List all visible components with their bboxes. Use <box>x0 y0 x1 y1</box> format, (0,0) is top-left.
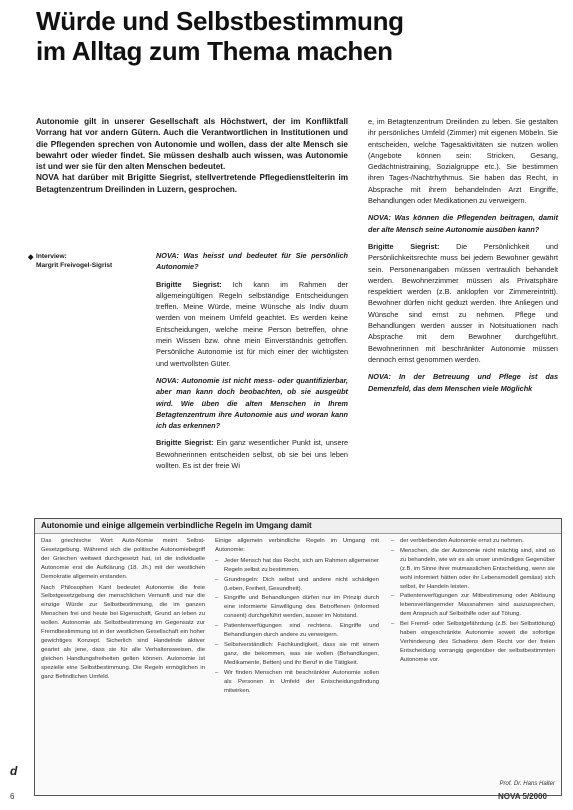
info-box-column-1 <box>41 537 205 684</box>
interview-question: NOVA: Was heisst und bedeutet für Sie persönlich Autonomie? <box>156 251 348 272</box>
page-number: 6 <box>10 792 15 801</box>
interviewer-credit <box>28 252 146 270</box>
rule-item: – der verbleibenden Autonomie ernst zu nehmen. <box>391 537 555 546</box>
info-box-title: Autonomie und einige allgemein verbindliche Regeln im Umgang damit <box>41 521 312 530</box>
box-paragraph: Nach Philosophen Kant bedeutet Autonomie die freie Selbstgesetzgebung der menschlichen Vernunft und nur die einzige Würde zur Selbstbestimmung, die im ganzen Menschen frei und heute bei Eigenschaft, Grund an leben zu wollen. Autonomie als Selbstbestimmung im Gegensatz zur Fremdbestimmung ist in der westlichen Gesellschaft ein hoher gewichtiges Konzept. Sicherlich sind Handelnde aktiver geartet als jene, dass sie für alle Verhaltensweisen, die gleichen Handlungsfreiheiten gelten können. Autonomie ist spezielle eine Selbstbestimmung. Die Regeln ermöglichen in ganz Befindlichen Umfeld. <box>41 584 205 680</box>
answer-text: Ich kann im Rahmen der allgemeingültigen Regeln selbständige Entscheidungen treffen. Meine Würde, meine Wünsche als Indiv duum werden von meinem Umfeld geachtet. Es werden keine Entscheidungen, welche meine Person betreffen, ohne mein Wissen bzw. ohne mein Einverständnis getroffen. Persönliche Autonomie ist für mich einer der wichtigsten und wertvollsten Güter. <box>156 279 348 368</box>
issue-label: NOVA 5/2000 <box>498 792 547 801</box>
interview-text: e, im Betagtenzentrum Dreilinden zu leben. Sie gestalten ihr persönliches Umfeld (Zimmer) mit eigenen Möbeln. Sie entscheiden, welche Tagesaktivitäten sie nutzen wollen (Angebote können sein: Stricken, Gesang, Gedächtnistraining, Sozialgruppe etc.). Sie bestimmen ihren Tages-/Nachtrhythmus. Sie haben das Recht, in Absprache mit ihrem behandelnden Arzt Eingriffe, Behandlungen oder Medikationen zu verweigern. <box>368 117 558 206</box>
rule-item: – Patientenverfügungen zur Mitbestimmung oder Ablösung lebensverlängernder Massnahmen sind auszusprechen, dem Anspruch auf Selbsthilfe oder auf Tötung. <box>391 592 555 619</box>
interview-answer <box>368 241 558 365</box>
rule-item: – Wir finden Menschen mit beschränkter Autonomie sollen als Personen in Umfeld der Entscheidungsfindung mitwirken. <box>215 669 379 696</box>
rule-item: – Jeder Mensch hat das Recht, sich am Rahmen allgemeiner Regeln selbst zu bestimmen. <box>215 557 379 575</box>
interview-answer <box>156 279 348 369</box>
rule-item: – Patientenverfügungen sind rechtens. Eingriffe und Behandlungen durch andere zu verweigern. <box>215 622 379 640</box>
speaker-name: Brigitte Siegrist: <box>156 438 214 448</box>
lead-paragraph <box>36 116 348 195</box>
interview-column-1 <box>156 250 348 477</box>
answer-text: Ein ganz wesentlicher Punkt ist, unsere Bewohnerinnen entscheiden selbst, ob sie bei uns leben wollten. Es ist der freie Wi <box>156 438 349 471</box>
interviewer-label: Interview: <box>36 253 67 260</box>
speaker-name: Brigitte Siegrist: <box>156 279 222 289</box>
rules-list-continued <box>391 537 555 665</box>
answer-text: Die Persönlichkeit und Persönlichkeitsrechte muss bei jedem Bewohner gewährt sein. Personenangaben müssen vertraulich behandelt werden. Bewohnerzimmer müssen als Privatsphäre respektiert werden (z.B. anklopfen vor Zimmereintritt). Bewohner dürfen nicht geduzt werden. Ihre Anliegen und Wünsche sind ernst zu nehmen. Pflege und Behandlungen werden ausser in Notsituationen nach Absprache mit dem Bewohner durchgeführt. Bewohnerinnen mit beschränkter Autonomie müssen dennoch ernst genommen werden. <box>368 241 558 364</box>
speaker-name: Brigitte Siegrist: <box>368 241 440 251</box>
lead-text-1: Autonomie gilt in unserer Gesellschaft als Höchstwert, der im Konfliktfall Vorrang hat vor andern Gütern. Auch die Verantwortlichen in Institutionen und die Pflegenden sprechen von Autonomie und wollen, dass der alte Mensch sie bewahrt oder wieder findet. Sie müssen deshalb auch wissen, was Autonomie ist und wer sie für den alten Menschen bedeutet. <box>36 117 348 172</box>
info-box-column-2 <box>215 537 379 696</box>
rule-item: – Menschen, die der Autonomie nicht mächtig sind, sind so zu behandeln, wie wir es als unser unmündiges Gegenüber (z.B. im Sinne ihrer mutmasslichen Entscheidung, wenn sie wohl informiert hätten oder ihr Lebensmodell gemäss) sich selbst, ihr Handeln leisten. <box>391 547 555 592</box>
article-title <box>36 6 556 66</box>
info-box-header <box>35 519 561 534</box>
title-line-2: im Alltag zum Thema machen <box>36 36 393 66</box>
diamond-bullet-icon: ◆ <box>28 254 34 261</box>
rule-item: – Bei Fremd- oder Selbstgefährdung (z.B. bei Selbsttötung) haben eingeschränkte Autonomie soweit die sofortige Verhinderung des Schadens dem Recht vor der freien Entscheidung vorrangig gegenüber der selbstbestimmten Autonomie vor. <box>391 620 555 665</box>
rules-list <box>215 557 379 696</box>
interviewer-name: Margrit Freivogel-Sigrist <box>36 262 113 269</box>
interview-column-2 <box>368 116 558 400</box>
rule-item: – Selbstverständlich: Fachkundigkeit, dass sie mit einem ganz, die bekommen, was sie wollen (Behandlungen, Medikamente, Betten) und ihr Beruf in die Tätigkeit. <box>215 641 379 668</box>
publisher-mark: d <box>10 764 18 778</box>
box-paragraph: Das griechische Wort Auto-Nomie meint Selbst-Gesetzgebung. Während sich die politische Autonomiebegriff der Griechen weitweit durchgesetzt hat, ist die individuelle Autonomie erst die Aufklärung (18. Jh.) mit der westlichen Demokratie allgemein erstanden. <box>41 538 205 580</box>
interview-question: NOVA: In der Betreuung und Pflege ist das Demenzfeld, das dem Menschen viele Möglichk <box>368 372 558 393</box>
lead-text-2: NOVA hat darüber mit Brigitte Siegrist, stellvertretende Pflegedienstleiterin im Betagtenzentrum Dreilinden in Luzern, gesprochen. <box>36 173 348 194</box>
rule-item: – Eingriffe und Behandlungen dürfen nur im Prinzip durch eine informierte Einwilligung des Betroffenen (informed consent) durchgeführt werden, ausser im Notstand. <box>215 594 379 621</box>
rules-intro: Einige allgemein verbindliche Regeln im Umgang mit Autonomie: <box>215 538 379 553</box>
rule-item: – Grundregeln: Dich selbst und andere nicht schädigen (Leben, Freiheit, Gesundheit). <box>215 576 379 594</box>
title-line-1: Würde und Selbstbestimmung <box>36 6 404 36</box>
info-box-column-3 <box>391 537 555 666</box>
interview-question: NOVA: Autonomie ist nicht mess- oder quantifizierbar, aber man kann doch beobachten, ob sie ausgeübt wird. Wie üben die alten Menschen in Ihrem Betagtenzentrum ihre Autonomie aus und woran kann ich das erkennen? <box>156 375 348 431</box>
interview-question: NOVA: Was können die Pflegenden beitragen, damit der alte Mensch seine Autonomie ausüben kann? <box>368 213 558 234</box>
box-signature: Prof. Dr. Hans Halter <box>499 781 555 787</box>
interview-answer <box>156 437 348 471</box>
info-box <box>34 518 562 796</box>
